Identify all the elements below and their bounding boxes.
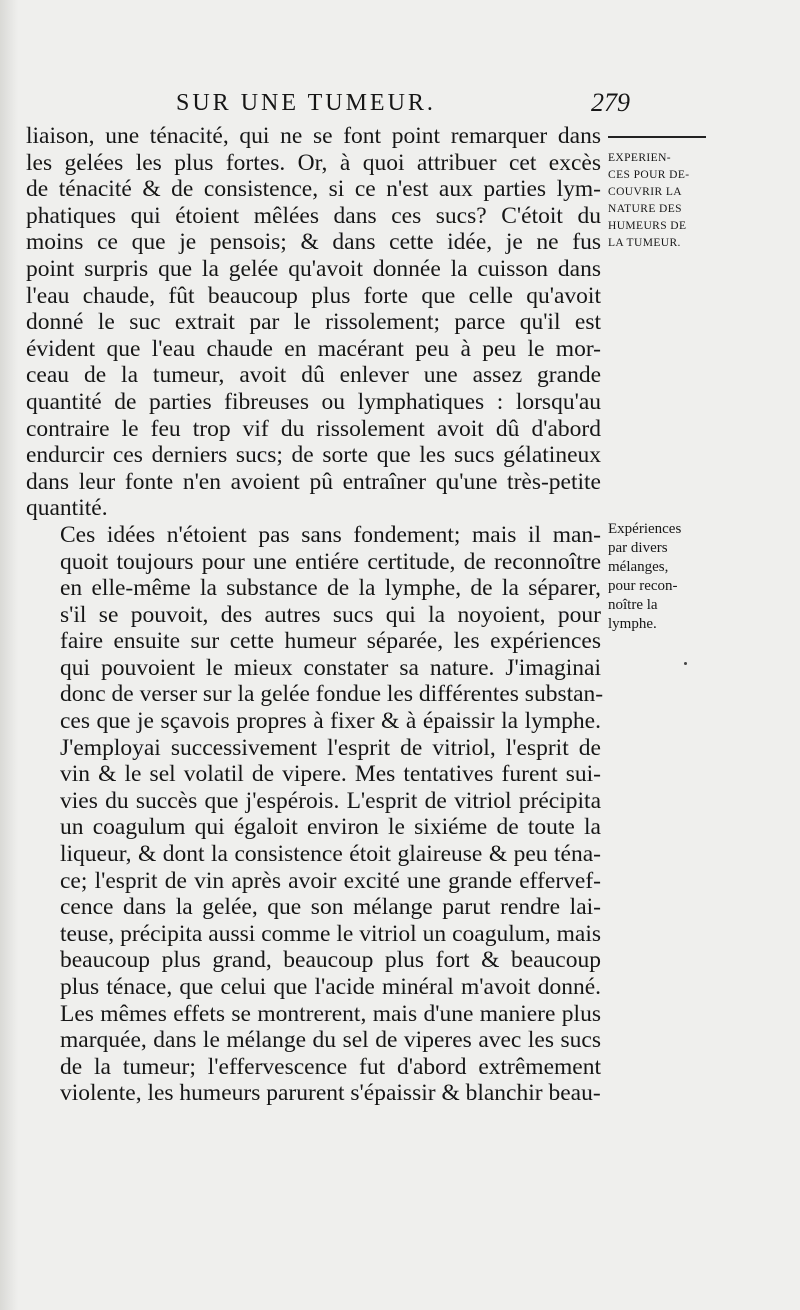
marginal-note-line: par divers: [608, 540, 668, 556]
text-line: quantité.: [26, 495, 108, 522]
text-line: teuse, précipita aussi comme le vitriol un coagulum, mais: [60, 920, 601, 947]
text-line: moins ce que je pensois; & dans cette idée, je ne fus: [26, 229, 601, 256]
text-line: l'eau chaude, fût beaucoup plus forte que celle qu'avoit: [26, 282, 601, 309]
text-line: Ces idées n'étoient pas sans fondement; mais il man-: [60, 521, 601, 548]
marginal-note-melanges: [608, 520, 712, 634]
running-title: SUR UNE TUMEUR.: [176, 90, 436, 116]
page-fold-shadow: [0, 0, 18, 1310]
marginal-note-line: pour recon-: [608, 578, 678, 594]
text-line: contraire le feu trop vif du rissolement avoit dû d'abord: [26, 415, 601, 442]
text-line: de ténacité & de consistence, si ce n'est aux parties lym-: [26, 176, 601, 203]
text-line: phatiques qui étoient mêlées dans ces sucs? C'étoit du: [26, 202, 601, 229]
marginal-note-line: EXPERIEN-: [608, 152, 672, 164]
text-line: liqueur, & dont la consistence étoit glaireuse & peu téna-: [60, 841, 601, 868]
text-line: s'il se pouvoit, des autres sucs qui la noyoient, pour: [60, 601, 601, 628]
text-line: dans leur fonte n'en avoient pû entraîner qu'une très-petite: [26, 468, 601, 495]
text-line: liaison, une ténacité, qui ne se font point remarquer dans: [26, 123, 601, 149]
text-line: cence dans la gelée, que son mélange parut rendre lai-: [60, 894, 601, 921]
main-text-block: [26, 123, 604, 1107]
text-line: vies du succès que j'espérois. L'esprit de vitriol précipita: [60, 787, 601, 814]
text-line: plus ténace, que celui que l'acide minéral m'avoit donné.: [60, 974, 601, 1000]
text-line: endurcir ces derniers sucs; de sorte que les sucs gélatineux: [26, 442, 601, 469]
body-paragraph: [26, 123, 601, 522]
text-line: un coagulum qui égaloit environ le sixiéme de toute la: [60, 814, 601, 841]
text-line: beaucoup plus grand, beaucoup plus fort & beaucoup: [60, 947, 601, 974]
marginal-note-line: lymphe.: [608, 616, 657, 632]
text-line: ceau de la tumeur, avoit dû enlever une assez grande: [26, 362, 601, 389]
text-line: ce; l'esprit de vin après avoir excité une grande effervef-: [60, 867, 601, 894]
text-line: marquée, dans le mélange du sel de viperes avec les sucs: [60, 1027, 601, 1054]
marginal-note-line: noître la: [608, 597, 658, 613]
margin-rule: [608, 136, 706, 138]
page-number: 279: [591, 88, 630, 117]
text-line: point surpris que la gelée qu'avoit donnée la cuisson dans: [26, 255, 601, 282]
marginal-note-line: NATURE DES: [608, 203, 682, 215]
text-line: de la tumeur; l'effervescence fut d'abord extrêmement: [60, 1053, 601, 1080]
text-line: donné le suc extrait par le rissolement; parce qu'il est: [26, 309, 601, 336]
text-line: J'employai successivement l'esprit de vitriol, l'esprit de: [60, 734, 601, 761]
marginal-note-line: Expériences: [608, 521, 682, 537]
text-line: en elle-même la substance de la lymphe, de la séparer,: [60, 575, 601, 602]
text-line: quoit toujours pour une entiére certitude, de reconnoître: [60, 548, 601, 575]
text-line: évident que l'eau chaude en macérant peu à peu le mor-: [26, 335, 601, 362]
body-paragraph: [26, 521, 604, 1107]
marginal-note-line: LA TUMEUR.: [608, 237, 681, 249]
text-line: les gelées les plus fortes. Or, à quoi attribuer cet excès: [26, 149, 601, 176]
marginal-note-line: mélanges,: [608, 559, 669, 575]
marginal-note-line: CES POUR DE-: [608, 169, 690, 181]
text-line: qui pouvoient le mieux constater sa nature. J'imaginai: [60, 654, 601, 681]
text-line: faire ensuite sur cette humeur séparée, les expériences: [60, 628, 601, 655]
marginal-note-line: COUVRIR LA: [608, 186, 682, 198]
text-line: donc de verser sur la gelée fondue les différentes substan-: [60, 681, 604, 708]
ink-dot: [684, 662, 687, 665]
text-line: Les mêmes effets se montrerent, mais d'une maniere plus: [60, 1000, 601, 1027]
marginal-note-experiences: [608, 150, 712, 252]
text-line: violente, les humeurs parurent s'épaissir & blanchir beau-: [60, 1080, 601, 1107]
running-head: [160, 86, 630, 120]
marginal-note-line: HUMEURS DE: [608, 220, 687, 232]
text-line: vin & le sel volatil de vipere. Mes tentatives furent sui-: [60, 761, 601, 788]
text-line: quantité de parties fibreuses ou lymphatiques : lorsqu'au: [26, 388, 601, 415]
text-line: ces que je sçavois propres à fixer & à épaissir la lymphe.: [60, 708, 601, 735]
